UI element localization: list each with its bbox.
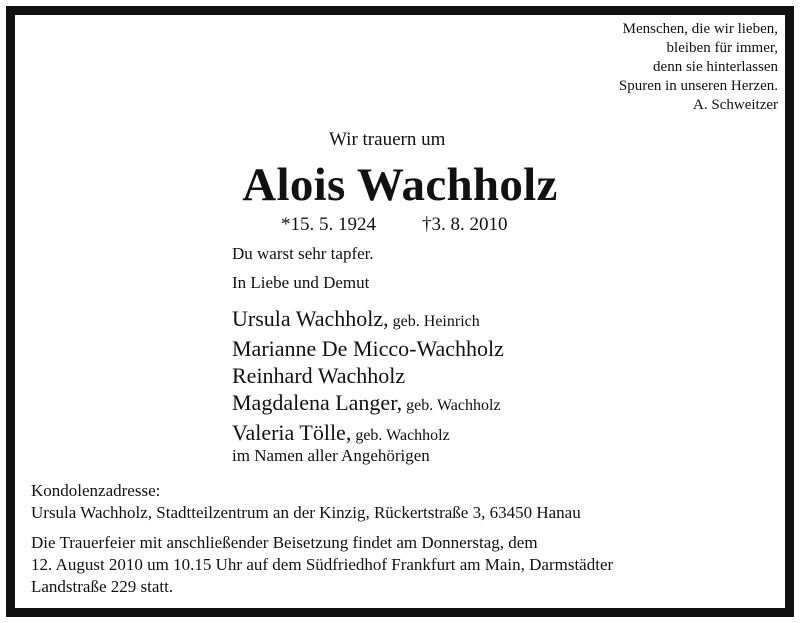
quote-line: denn sie hinterlassen [653, 59, 778, 75]
mourner-note: geb. Wachholz [355, 427, 450, 444]
funeral-info-line: 12. August 2010 um 10.15 Uhr auf dem Südfriedhof Frankfurt am Main, Darmstädter [31, 555, 614, 574]
mourner-note: geb. Wachholz [406, 397, 501, 414]
mourner-entry [232, 362, 504, 389]
mourner-entry [232, 389, 504, 419]
dedication-line: Du warst sehr tapfer. [232, 244, 374, 263]
deceased-name: Alois Wachholz [242, 159, 558, 211]
funeral-info-line: Landstraße 229 statt. [31, 577, 174, 596]
condolence-label: Kondolenzadresse: [31, 481, 161, 500]
birth-date: *15. 5. 1924 [281, 214, 376, 235]
dedication-line: In Liebe und Demut [232, 273, 370, 292]
on-behalf-text: im Namen aller Angehörigen [232, 446, 430, 465]
mourners-list [232, 305, 504, 449]
mourner-entry [232, 419, 504, 449]
intro-text: Wir trauern um [329, 129, 446, 150]
condolence-address: Ursula Wachholz, Stadtteilzentrum an der Kinzig, Rückertstraße 3, 63450 Hanau [31, 503, 581, 522]
memorial-quote [619, 20, 778, 115]
funeral-info-line: Die Trauerfeier mit anschließender Beisetzung findet am Donnerstag, dem [31, 533, 538, 552]
quote-author: A. Schweitzer [693, 97, 778, 113]
quote-line: Spuren in unseren Herzen. [618, 78, 778, 94]
mourner-note: geb. Heinrich [392, 313, 480, 330]
mourner-name: Magdalena Langer, [232, 390, 403, 415]
life-dates [281, 214, 508, 236]
quote-line: Menschen, die wir lieben, [622, 21, 778, 37]
mourner-name: Reinhard Wachholz [232, 363, 406, 388]
mourner-name: Marianne De Micco-Wachholz [232, 336, 504, 361]
death-date: †3. 8. 2010 [422, 214, 508, 235]
quote-line: bleiben für immer, [666, 40, 778, 56]
mourner-name: Valeria Tölle, [232, 420, 352, 445]
mourner-name: Ursula Wachholz, [232, 306, 389, 331]
mourner-entry [232, 305, 504, 335]
mourner-entry [232, 335, 504, 362]
